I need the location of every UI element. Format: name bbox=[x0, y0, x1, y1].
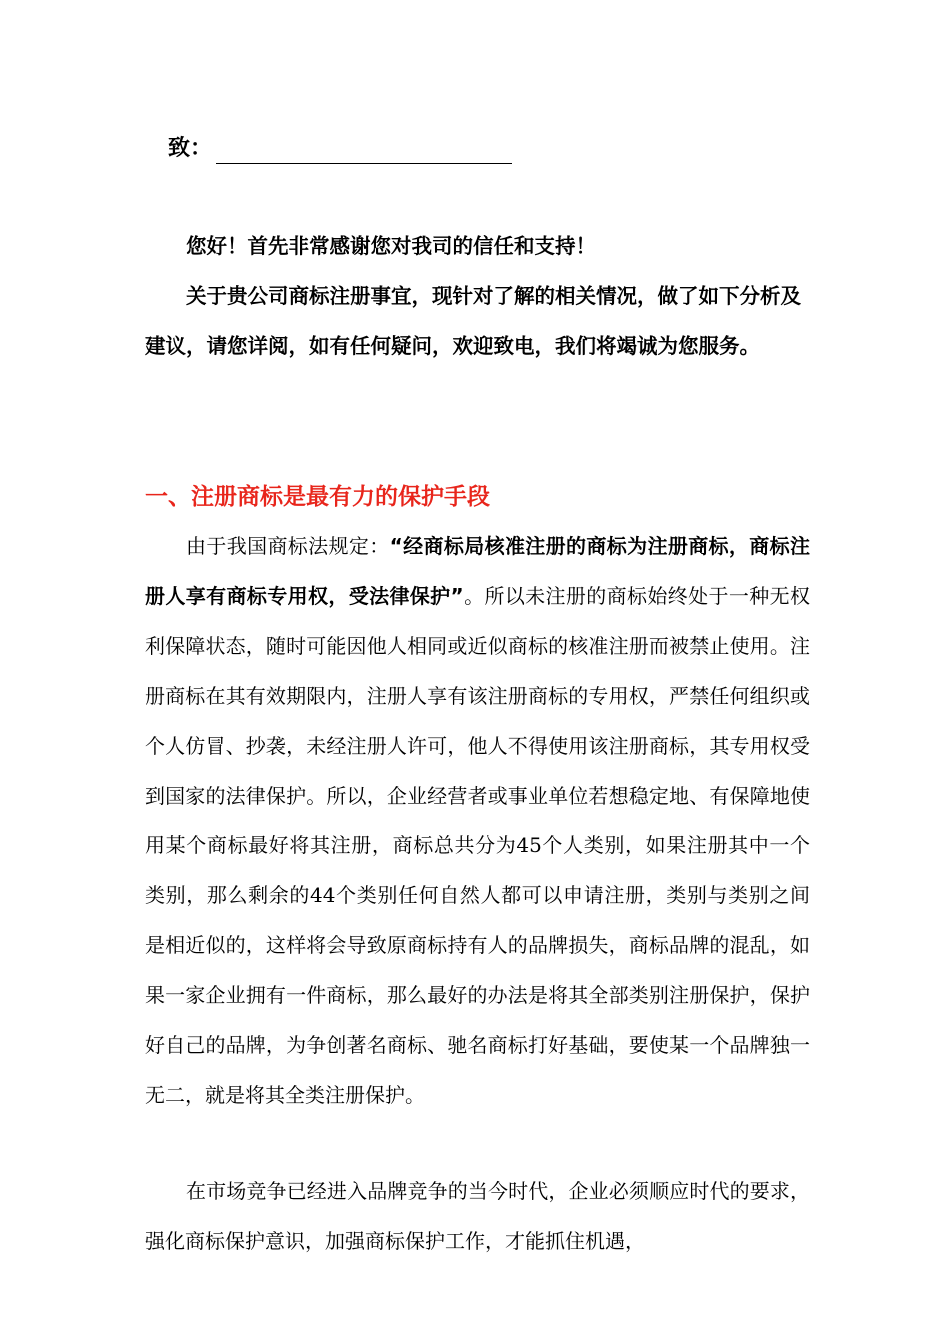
recipient-line bbox=[168, 130, 512, 164]
paragraph-lead-text: 由于我国商标法规定： bbox=[186, 534, 390, 558]
recipient-label: 致： bbox=[168, 136, 213, 161]
intro-paragraph: 关于贵公司商标注册事宜，现针对了解的相关情况，做了如下分析及建议，请您详阅，如有任何疑问，欢迎致电，我们将竭诚为您服务。 bbox=[145, 284, 801, 358]
section-paragraph-1 bbox=[145, 522, 810, 1121]
recipient-blank-field bbox=[216, 135, 512, 164]
law-quote: “经商标局核准注册的商标为注册商标，商标注册人享有商标专用权，受法律保护” bbox=[145, 534, 810, 608]
greeting-paragraph: 您好！首先非常感谢您对我司的信任和支持！ bbox=[186, 234, 596, 258]
section-paragraph-2: 在市场竞争已经进入品牌竞争的当今时代，企业必须顺应时代的要求，强化商标保护意识，加强商标保护工作，才能抓住机遇， bbox=[145, 1179, 810, 1253]
section-heading: 一、注册商标是最有力的保护手段 bbox=[145, 484, 490, 510]
paragraph-body-text: 。所以未注册的商标始终处于一种无权利保障状态，随时可能因他人相同或近似商标的核准注册而被禁止使用。注册商标在其有效期限内，注册人享有该注册商标的专用权，严禁任何组织或个人仿冒、抄袭，未经注册人许可，他人不得使用该注册商标，其专用权受到国家的法律保护。所以，企业经营者或事业单位若想稳定地、有保障地使用某个商标最好将其注册，商标总共分为45个人类别，如果注册其中一个类别，那么剩余的44个类别任何自然人都可以申请注册，类别与类别之间是相近似的，这样将会导致原商标持有人的品牌损失，商标品牌的混乱，如果一家企业拥有一件商标，那么最好的办法是将其全部类别注册保护，保护好自己的品牌，为争创著名商标、驰名商标打好基础，要使某一个品牌独一无二，就是将其全类注册保护。 bbox=[145, 583, 810, 1107]
